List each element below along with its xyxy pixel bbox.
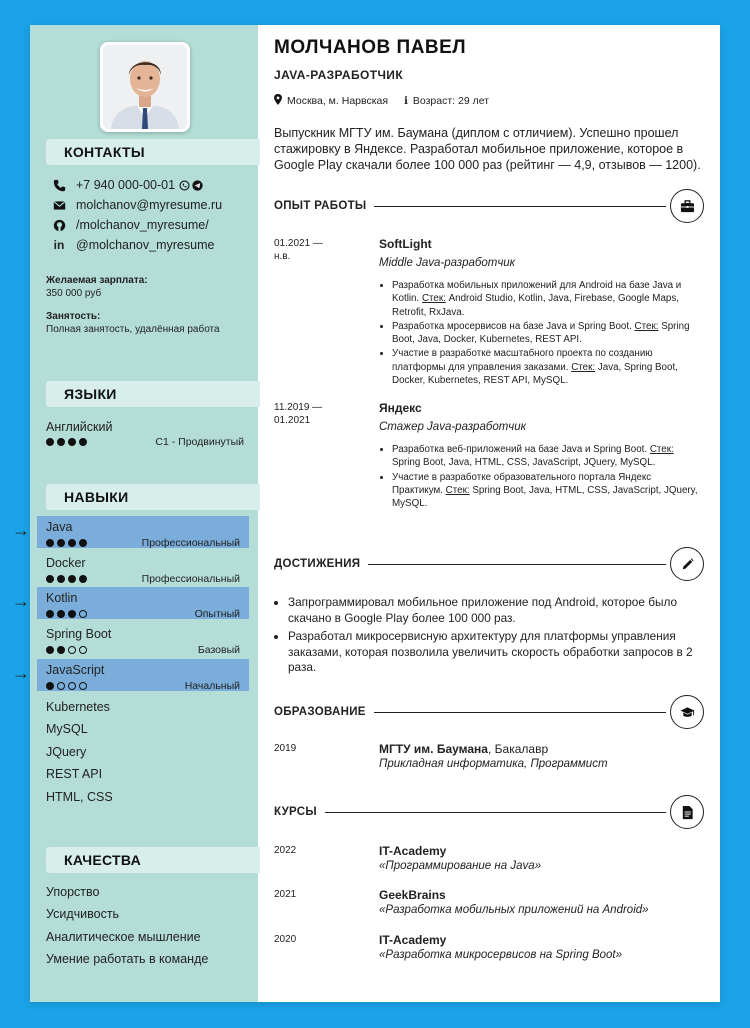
course-name: «Программирование на Java» <box>379 860 542 872</box>
contact-linkedin <box>50 235 222 255</box>
skill-name: Java <box>46 520 73 534</box>
skill-level: Начальный <box>184 680 240 692</box>
responsibility-item: • Разработка мросервисов на базе Java и Spring Boot. Стек: Spring Boot, Java, Docker, Kubernetes, REST API. <box>392 320 704 347</box>
quality-item: Упорство <box>46 885 100 899</box>
arrow-right-icon: → <box>12 591 30 611</box>
degree: , Бакалавр <box>487 742 549 756</box>
skills-header: НАВЫКИ <box>46 484 260 510</box>
language-level: C1 - Продвинутый <box>155 436 244 448</box>
courses-title: КУРСЫ <box>274 806 317 818</box>
experience-date-end: 01.2021 <box>274 415 311 426</box>
course-item <box>274 844 704 878</box>
skill-item[interactable] <box>37 552 249 584</box>
course-org: IT-Academy <box>379 933 447 947</box>
education-item <box>274 742 704 782</box>
experience-title: ОПЫТ РАБОТЫ <box>274 200 367 212</box>
skill-rating <box>46 575 87 583</box>
experience-item <box>274 237 704 387</box>
rating-dot-filled <box>57 646 65 654</box>
course-item <box>274 888 704 922</box>
rating-dot-filled <box>79 575 87 583</box>
achievement-item: • Запрограммировал мобильное приложение под Android, которое было скачано в Google Play более 100 000 раз. <box>288 595 704 626</box>
graduation-cap-icon <box>670 695 704 729</box>
responsibilities-list <box>379 279 704 387</box>
contact-email <box>50 195 222 215</box>
skill-rating <box>46 539 87 547</box>
position-title: Middle Java-разработчик <box>379 257 516 269</box>
course-name: «Разработка микросервисов на Spring Boot» <box>379 949 623 961</box>
course-year: 2020 <box>274 934 297 945</box>
experience-section-header <box>274 188 704 224</box>
employment-value: Полная занятость, удалённая работа <box>46 324 220 335</box>
skill-level: Профессиональный <box>141 537 240 549</box>
person-portrait-icon <box>103 45 187 129</box>
location-pin-icon <box>274 94 282 108</box>
course-name: «Разработка мобильных приложений на Android» <box>379 904 649 916</box>
experience-item <box>274 401 704 531</box>
course-item <box>274 933 704 967</box>
candidate-name: МОЛЧАНОВ ПАВЕЛ <box>274 37 467 58</box>
rating-dot-filled <box>46 438 54 446</box>
skill-level: Профессиональный <box>141 573 240 585</box>
skill-jquery: JQuery <box>46 745 87 759</box>
rating-dot-filled <box>57 610 65 618</box>
language-english <box>46 420 244 448</box>
achievements-section-header <box>274 546 704 582</box>
whatsapp-icon[interactable] <box>179 180 190 191</box>
responsibilities-list <box>379 443 704 510</box>
skill-rating <box>46 682 87 690</box>
course-org: GeekBrains <box>379 888 446 902</box>
linkedin-icon: in <box>53 238 65 252</box>
summary-text: Выпускник МГТУ им. Баумана (диплом с отличием). Успешно прошел стажировку в Яндексе. Разработал мобильное приложение, которое в Google Play скачали более 100 000 раз (рейтинг — 4,9, отзывов — 1200). <box>274 126 701 172</box>
rating-dot-filled <box>68 575 76 583</box>
company-name: Яндекс <box>379 401 422 415</box>
rating-dot-filled <box>68 610 76 618</box>
rating-dot-empty <box>79 682 87 690</box>
contact-phone <box>50 175 222 195</box>
rating-dot-filled <box>46 610 54 618</box>
rating-dot-filled <box>46 682 54 690</box>
quality-item: Аналитическое мышление <box>46 930 201 944</box>
briefcase-icon <box>670 189 704 223</box>
job-title: JAVA-РАЗРАБОТЧИК <box>274 68 404 82</box>
responsibility-item: • Участие в разработке масштабного проекта по созданию платформы для управления заказами. Стек: Java, Spring Boot, Docker, Kubernetes, REST API, MySQL. <box>392 347 704 387</box>
rating-dot-filled <box>57 575 65 583</box>
contacts-list <box>50 175 222 255</box>
responsibility-item: • Разработка мобильных приложений для Android на базе Java и Kotlin. Стек: Android Studio, Kotlin, Java, Firebase, Google Maps, Retrofit, RxJava. <box>392 279 704 319</box>
location-text: Москва, м. Нарвская <box>287 95 389 107</box>
skill-rating <box>46 610 87 618</box>
rating-dot-filled <box>57 539 65 547</box>
experience-date-start: 01.2021 — <box>274 238 323 249</box>
course-org: IT-Academy <box>379 844 447 858</box>
skill-name: Spring Boot <box>46 627 112 641</box>
salary-block <box>46 275 148 299</box>
skill-kubernetes: Kubernetes <box>46 700 110 714</box>
rating-dot-empty <box>68 682 76 690</box>
main-content <box>258 25 720 1002</box>
skill-level: Базовый <box>197 644 240 656</box>
rating-dot-empty <box>68 646 76 654</box>
mail-icon <box>50 199 68 212</box>
rating-dot-filled <box>68 539 76 547</box>
education-year: 2019 <box>274 743 297 754</box>
experience-date-start: 11.2019 — <box>274 402 323 413</box>
rating-dot-filled <box>57 438 65 446</box>
skill-item[interactable] <box>12 587 249 620</box>
employment-block <box>46 311 220 335</box>
rating-dot-filled <box>68 438 76 446</box>
skill-name: Kotlin <box>46 591 78 605</box>
meta-row <box>274 94 704 108</box>
company-name: SoftLight <box>379 237 432 251</box>
course-year: 2021 <box>274 889 297 900</box>
rating-dot-empty <box>79 646 87 654</box>
skill-name: Docker <box>46 556 86 570</box>
linkedin-handle[interactable]: @molchanov_myresume <box>76 238 215 252</box>
responsibility-item: • Разработка веб-приложений на базе Java и Spring Boot. Стек: Spring Boot, Java, HTML, CSS, JavaScript, JQuery, MySQL. <box>392 443 704 470</box>
courses-section-header <box>274 794 704 830</box>
education-title: ОБРАЗОВАНИЕ <box>274 706 366 718</box>
school-name: МГТУ им. Баумана <box>379 742 488 756</box>
profile-photo <box>100 42 190 132</box>
skill-item[interactable] <box>12 516 249 549</box>
phone-number[interactable]: +7 940 000-00-01 <box>76 178 176 192</box>
quality-item: Умение работать в команде <box>46 952 209 966</box>
achievement-item: • Разработал микросервисную архитектуру для платформы управления заказами, которая позволила увеличить скорость обработки запросов в 2 раза. <box>288 629 704 676</box>
skill-rest-api: REST API <box>46 767 103 781</box>
document-icon <box>670 795 704 829</box>
language-name: Английский <box>46 420 113 434</box>
responsibility-item: • Участие в разработке образовательного портала Яндекс Практикум. Стек: Spring Boot, Java, HTML, CSS, JavaScript, JQuery, MySQL. <box>392 471 704 511</box>
rating-dot-empty <box>57 682 65 690</box>
position-title: Стажер Java-разработчик <box>379 421 527 433</box>
qualities-header: КАЧЕСТВА <box>46 847 260 873</box>
skill-html-css: HTML, CSS <box>46 790 113 804</box>
skill-name: JavaScript <box>46 663 105 677</box>
resume-page <box>12 25 720 1002</box>
salary-value: 350 000 руб <box>46 288 102 299</box>
pencil-icon <box>670 547 704 581</box>
skill-mysql: MySQL <box>46 722 88 736</box>
rating-dot-filled <box>79 539 87 547</box>
salary-label: Желаемая зарплата: <box>46 275 148 286</box>
employment-label: Занятость: <box>46 311 101 322</box>
achievements-title: ДОСТИЖЕНИЯ <box>274 558 361 570</box>
info-icon: i <box>404 95 408 107</box>
skill-item[interactable] <box>37 623 249 655</box>
age-text: Возраст: 29 лет <box>412 95 490 107</box>
quality-item: Усидчивость <box>46 907 120 921</box>
experience-date-end: н.в. <box>274 251 291 262</box>
rating-dot-filled <box>46 575 54 583</box>
contact-github <box>50 215 222 235</box>
contacts-header: КОНТАКТЫ <box>46 139 260 165</box>
arrow-right-icon: → <box>12 663 30 683</box>
skill-level: Опытный <box>194 608 240 620</box>
arrow-right-icon: → <box>12 520 30 540</box>
github-handle[interactable]: /molchanov_myresume/ <box>76 218 209 232</box>
study-field: Прикладная информатика, Программист <box>379 758 608 770</box>
rating-dot-filled <box>79 438 87 446</box>
languages-header: ЯЗЫКИ <box>46 381 260 407</box>
skill-item[interactable] <box>12 659 249 692</box>
phone-icon <box>50 179 68 192</box>
sidebar <box>12 25 258 1002</box>
rating-dot-filled <box>46 646 54 654</box>
rating-dot-empty <box>79 610 87 618</box>
achievements-list <box>274 595 704 679</box>
course-year: 2022 <box>274 845 297 856</box>
rating-dot-filled <box>46 539 54 547</box>
email-address[interactable]: molchanov@myresume.ru <box>76 198 223 212</box>
education-section-header <box>274 694 704 730</box>
github-icon <box>50 219 68 232</box>
skill-rating <box>46 646 87 654</box>
language-rating <box>46 438 87 446</box>
telegram-icon[interactable] <box>192 180 203 191</box>
